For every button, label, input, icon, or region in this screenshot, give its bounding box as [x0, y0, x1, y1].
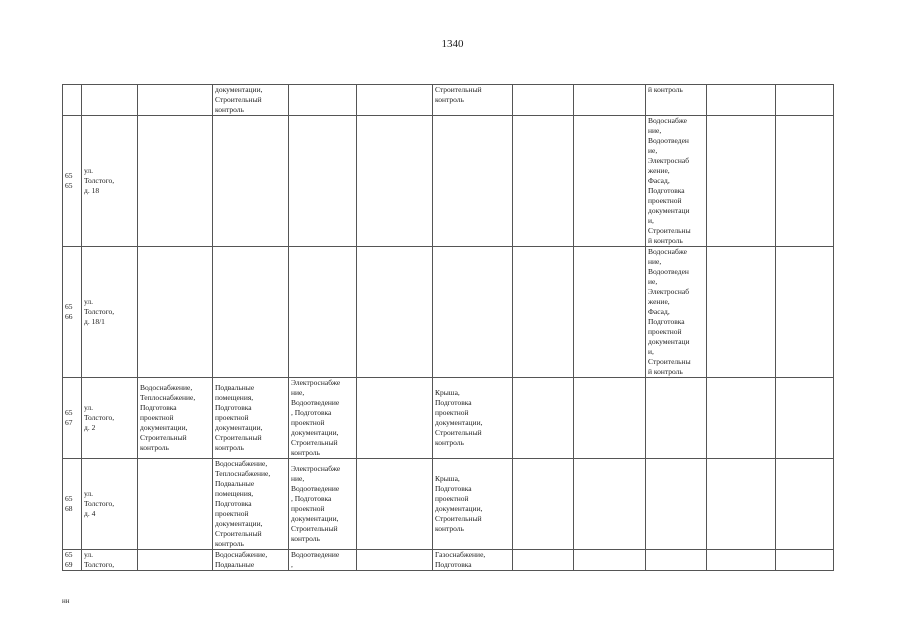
work-cell: Газоснабжение, Подготовка — [433, 550, 513, 571]
work-cell — [574, 85, 646, 116]
address-cell — [82, 85, 138, 116]
work-cell — [513, 550, 574, 571]
work-cell — [707, 550, 776, 571]
work-cell — [357, 116, 433, 247]
work-cell — [357, 247, 433, 378]
work-cell: Крыша, Подготовка проектной документации, Строительный контроль — [433, 378, 513, 459]
table-row — [63, 116, 834, 247]
work-cell: Электроснабже ние, Водоотведение , Подготовка проектной документации, Строительный контроль — [289, 378, 357, 459]
work-cell — [433, 116, 513, 247]
work-cell — [574, 378, 646, 459]
work-cell — [707, 85, 776, 116]
work-cell — [776, 378, 834, 459]
work-cell: Водоснабжение, Подвальные — [213, 550, 289, 571]
work-cell — [776, 459, 834, 550]
work-cell — [513, 116, 574, 247]
work-cell — [513, 378, 574, 459]
work-cell: Водоснабже ние, Водоотведен ие, Электроснаб жение, Фасад, Подготовка проектной документаци и, Строительны й контроль — [646, 247, 707, 378]
work-cell — [574, 247, 646, 378]
work-cell: документации, Строительный контроль — [213, 85, 289, 116]
address-cell: ул. Толстого, д. 18 — [82, 116, 138, 247]
work-cell — [138, 550, 213, 571]
work-cell — [357, 85, 433, 116]
work-cell: Водоотведение , — [289, 550, 357, 571]
work-cell — [213, 116, 289, 247]
table-row — [63, 85, 834, 116]
work-cell: Подвальные помещения, Подготовка проектной документации, Строительный контроль — [213, 378, 289, 459]
work-cell — [776, 116, 834, 247]
row-number-cell: 65 68 — [63, 459, 82, 550]
table-row — [63, 459, 834, 550]
work-cell — [289, 247, 357, 378]
work-cell — [646, 378, 707, 459]
work-cell: Водоснабже ние, Водоотведен ие, Электроснаб жение, Фасад, Подготовка проектной документаци и, Строительны й контроль — [646, 116, 707, 247]
work-cell — [513, 459, 574, 550]
work-cell — [513, 247, 574, 378]
work-cell — [433, 247, 513, 378]
work-cell — [646, 459, 707, 550]
table-row — [63, 378, 834, 459]
page-number: 1340 — [441, 38, 464, 50]
work-cell — [707, 378, 776, 459]
row-number-cell: 65 67 — [63, 378, 82, 459]
address-cell: ул. Толстого, д. 4 — [82, 459, 138, 550]
work-cell — [574, 116, 646, 247]
work-cell — [574, 459, 646, 550]
table-row — [63, 247, 834, 378]
work-cell — [707, 116, 776, 247]
row-number-cell: 65 65 — [63, 116, 82, 247]
row-number-cell — [63, 85, 82, 116]
repair-schedule-table — [62, 84, 834, 571]
address-cell: ул. Толстого, д. 2 — [82, 378, 138, 459]
work-cell: Водоснабжение, Теплоснабжение, Подготовка проектной документации, Строительный контроль — [138, 378, 213, 459]
work-cell — [707, 459, 776, 550]
work-cell — [357, 378, 433, 459]
work-cell — [707, 247, 776, 378]
work-cell — [289, 116, 357, 247]
row-number-cell: 65 66 — [63, 247, 82, 378]
table-row — [63, 550, 834, 571]
work-cell — [289, 85, 357, 116]
work-cell — [776, 85, 834, 116]
work-cell — [138, 459, 213, 550]
address-cell: ул. Толстого, д. 18/1 — [82, 247, 138, 378]
address-cell: ул. Толстого, — [82, 550, 138, 571]
work-cell — [357, 459, 433, 550]
work-cell: Электроснабже ние, Водоотведение , Подготовка проектной документации, Строительный контроль — [289, 459, 357, 550]
work-cell: Строительный контроль — [433, 85, 513, 116]
work-cell — [138, 116, 213, 247]
work-cell — [776, 247, 834, 378]
work-cell — [646, 550, 707, 571]
work-cell — [357, 550, 433, 571]
work-cell: Крыша, Подготовка проектной документации, Строительный контроль — [433, 459, 513, 550]
row-number-cell: 65 69 — [63, 550, 82, 571]
work-cell — [213, 247, 289, 378]
work-cell: Водоснабжение, Теплоснабжение, Подвальные помещения, Подготовка проектной документации, Строительный контроль — [213, 459, 289, 550]
work-cell — [776, 550, 834, 571]
work-cell — [138, 247, 213, 378]
work-cell: й контроль — [646, 85, 707, 116]
footer-mark: нн — [62, 597, 70, 605]
work-cell — [513, 85, 574, 116]
work-cell — [138, 85, 213, 116]
work-cell — [574, 550, 646, 571]
